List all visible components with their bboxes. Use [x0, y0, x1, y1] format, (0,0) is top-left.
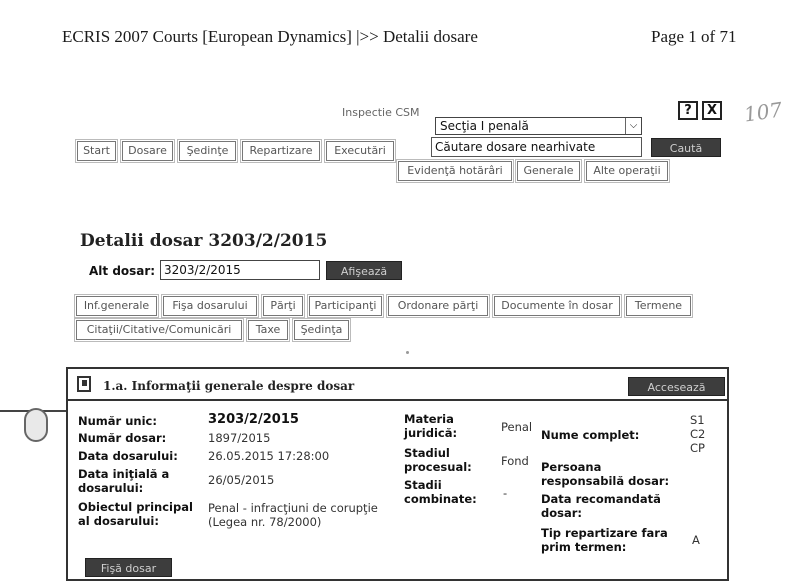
- document-icon: [77, 376, 91, 392]
- nav-alte-operatii[interactable]: Alte operaţii: [586, 161, 668, 181]
- tab-fisa-dosarului[interactable]: Fişa dosarului: [163, 296, 257, 316]
- numar-dosar-label: Număr dosar:: [78, 431, 167, 445]
- stadii-label-1: Stadii: [404, 478, 442, 492]
- handwritten-note: 107: [742, 97, 784, 127]
- tab-taxe[interactable]: Taxe: [248, 320, 288, 340]
- chevron-down-icon[interactable]: ⌵: [625, 118, 641, 134]
- tab-participanti[interactable]: Participanţi: [309, 296, 382, 316]
- tab-ordonare-parti[interactable]: Ordonare părţi: [388, 296, 488, 316]
- nume-value-2: C2: [690, 427, 706, 441]
- close-icon[interactable]: X: [702, 101, 722, 120]
- general-info-panel: [66, 367, 729, 581]
- access-button[interactable]: Accesează: [628, 377, 725, 396]
- nav-start[interactable]: Start: [77, 141, 116, 161]
- fisa-dosar-button[interactable]: Fişă dosar: [85, 558, 172, 577]
- nav-executari[interactable]: Executări: [326, 141, 394, 161]
- stadiul-label-1: Stadiul: [404, 446, 450, 460]
- tab-sedinta[interactable]: Şedinţa: [294, 320, 349, 340]
- stadii-label-2: combinate:: [404, 492, 477, 506]
- numar-unic-label: Număr unic:: [78, 414, 157, 428]
- tip-repartizare-label-1: Tip repartizare fara: [541, 526, 668, 540]
- page-title: Detalii dosar 3203/2/2015: [80, 231, 328, 251]
- nav-generale[interactable]: Generale: [517, 161, 580, 181]
- data-dosarului-label: Data dosarului:: [78, 449, 178, 463]
- persoana-label-1: Persoana: [541, 460, 602, 474]
- tab-termene[interactable]: Termene: [626, 296, 691, 316]
- alt-dosar-input[interactable]: 3203/2/2015: [160, 260, 320, 280]
- tab-parti[interactable]: Părţi: [263, 296, 303, 316]
- data-initiala-label-2: dosarului:: [78, 481, 144, 495]
- stadiul-value: Fond: [501, 454, 529, 468]
- nume-value-1: S1: [690, 413, 705, 427]
- tab-inf-generale[interactable]: Inf.generale: [76, 296, 157, 316]
- data-recomandata-label-2: dosar:: [541, 506, 583, 520]
- materia-label-1: Materia: [404, 412, 454, 426]
- data-initiala-value: 26/05/2015: [208, 473, 275, 487]
- obiect-label-1: Obiectul principal: [78, 500, 193, 514]
- help-icon[interactable]: ?: [678, 101, 698, 120]
- tab-citatii[interactable]: Citaţii/Citative/Comunicări: [76, 320, 242, 340]
- numar-unic-value: 3203/2/2015: [208, 412, 299, 427]
- materia-label-2: juridică:: [404, 426, 458, 440]
- nav-evidenta-hotarari[interactable]: Evidenţă hotărâri: [398, 161, 512, 181]
- panel-title: 1.a. Informaţii generale despre dosar: [103, 379, 355, 393]
- search-button[interactable]: Caută: [651, 138, 721, 157]
- tip-repartizare-value: A: [692, 533, 700, 547]
- stadii-value: -: [503, 486, 508, 500]
- panel-header: [68, 369, 727, 401]
- scan-thumb-mark: [24, 408, 48, 442]
- stadiul-label-2: procesual:: [404, 460, 472, 474]
- obiect-label-2: al dosarului:: [78, 514, 159, 528]
- tip-repartizare-label-2: prim termen:: [541, 540, 627, 554]
- section-select-value: Secţia I penală: [440, 119, 529, 133]
- data-initiala-label-1: Data iniţială a: [78, 467, 170, 481]
- nav-repartizare[interactable]: Repartizare: [242, 141, 320, 161]
- print-page-number: Page 1 of 71: [651, 27, 737, 46]
- scan-speck: [406, 351, 409, 354]
- obiect-value-2: (Legea nr. 78/2000): [208, 515, 322, 529]
- nume-value-3: CP: [690, 441, 705, 455]
- section-select[interactable]: [435, 117, 642, 135]
- materia-value: Penal: [501, 420, 533, 434]
- nume-complet-label: Nume complet:: [541, 428, 640, 442]
- alt-dosar-label: Alt dosar:: [89, 264, 156, 278]
- data-dosarului-value: 26.05.2015 17:28:00: [208, 449, 330, 463]
- inspectie-link[interactable]: Inspectie CSM: [342, 106, 420, 119]
- numar-dosar-value: 1897/2015: [208, 431, 271, 445]
- show-button[interactable]: Afişează: [326, 261, 402, 280]
- tab-documente[interactable]: Documente în dosar: [494, 296, 620, 316]
- persoana-label-2: responsabilă dosar:: [541, 474, 670, 488]
- obiect-value-1: Penal - infracţiuni de corupţie: [208, 501, 378, 515]
- nav-dosare[interactable]: Dosare: [122, 141, 173, 161]
- nav-sedinte[interactable]: Şedinţe: [179, 141, 236, 161]
- print-header-title: ECRIS 2007 Courts [European Dynamics] |>> Detalii dosare: [62, 27, 478, 46]
- search-input[interactable]: Căutare dosare nearhivate: [431, 137, 642, 157]
- data-recomandata-label-1: Data recomandată: [541, 492, 661, 506]
